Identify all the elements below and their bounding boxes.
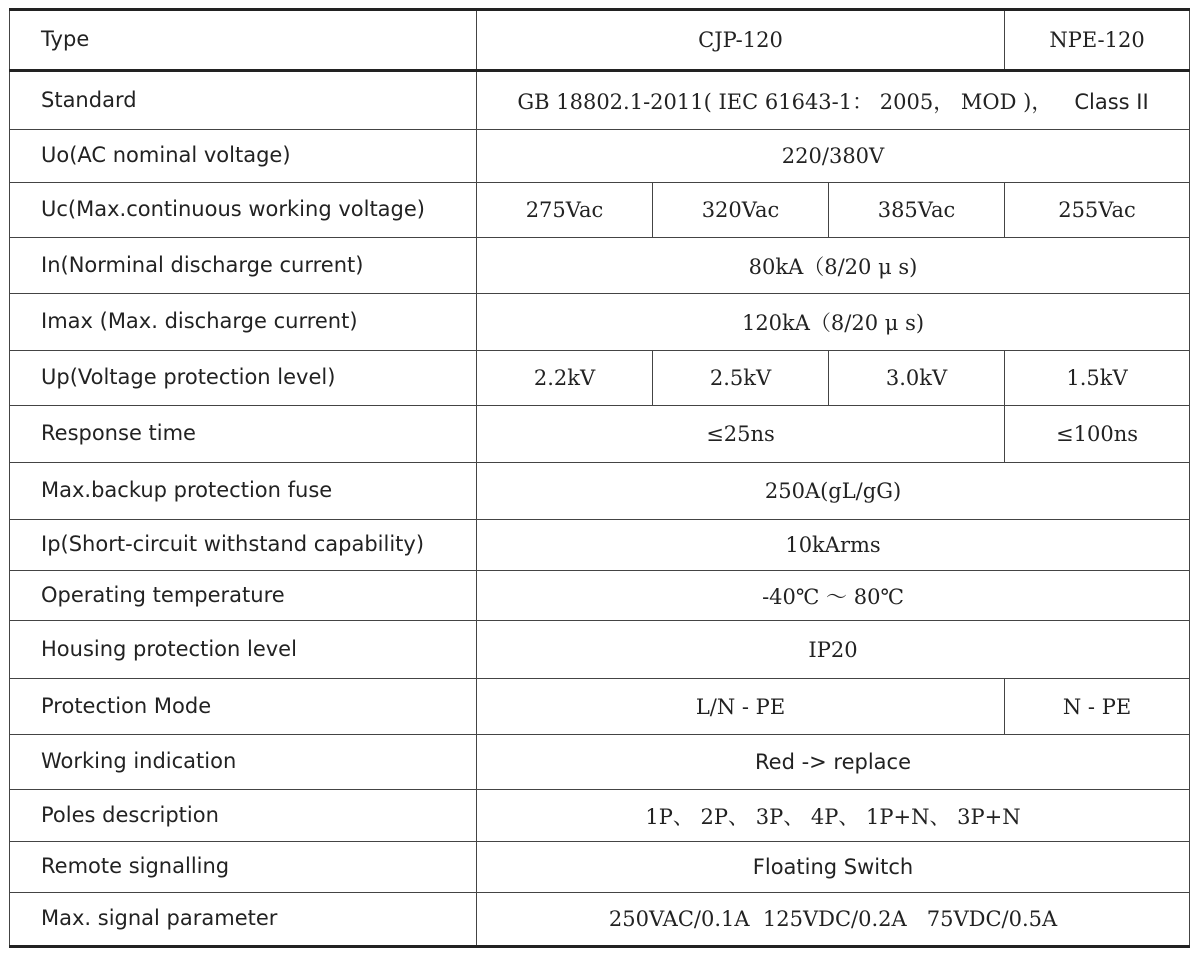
fuse-label: Max.backup protection fuse: [10, 463, 477, 520]
signal-value: 250VAC/0.1A 125VDC/0.2A 75VDC/0.5A: [477, 893, 1190, 947]
row-ip: [10, 520, 1190, 571]
remote-value: Floating Switch: [477, 842, 1190, 893]
up-value-2: 2.5kV: [653, 351, 829, 406]
row-mode: [10, 679, 1190, 735]
uc-value-2: 320Vac: [653, 183, 829, 238]
in-value: 80kA（8/20 μ s): [477, 238, 1190, 294]
row-poles: [10, 790, 1190, 842]
spec-table: [9, 8, 1190, 948]
row-up: [10, 351, 1190, 406]
row-response: [10, 406, 1190, 463]
row-standard: [10, 71, 1190, 130]
row-uo: [10, 130, 1190, 183]
row-signal: [10, 893, 1190, 947]
response-npe: ≤100ns: [1005, 406, 1190, 463]
uo-label: Uo(AC nominal voltage): [10, 130, 477, 183]
type-cjp: CJP-120: [477, 10, 1005, 71]
standard-value-cell: [477, 71, 1190, 130]
row-temp: [10, 571, 1190, 621]
ip-value: 10kArms: [477, 520, 1190, 571]
housing-label: Housing protection level: [10, 621, 477, 679]
mode-label: Protection Mode: [10, 679, 477, 735]
poles-label: Poles description: [10, 790, 477, 842]
up-label: Up(Voltage protection level): [10, 351, 477, 406]
up-value-3: 3.0kV: [829, 351, 1005, 406]
row-indication: [10, 735, 1190, 790]
uc-label: Uc(Max.continuous working voltage): [10, 183, 477, 238]
mode-npe: N - PE: [1005, 679, 1190, 735]
row-fuse: [10, 463, 1190, 520]
poles-value: 1P、 2P、 3P、 4P、 1P+N、 3P+N: [477, 790, 1190, 842]
row-remote: [10, 842, 1190, 893]
type-npe: NPE-120: [1005, 10, 1190, 71]
indication-value: Red -> replace: [477, 735, 1190, 790]
response-label: Response time: [10, 406, 477, 463]
row-housing: [10, 621, 1190, 679]
temp-value: -40℃ ～ 80℃: [477, 571, 1190, 621]
up-value-1: 2.2kV: [477, 351, 653, 406]
remote-label: Remote signalling: [10, 842, 477, 893]
up-value-4: 1.5kV: [1005, 351, 1190, 406]
standard-class: Class II: [1074, 89, 1149, 114]
row-uc: [10, 183, 1190, 238]
uc-value-4: 255Vac: [1005, 183, 1190, 238]
fuse-value: 250A(gL/gG): [477, 463, 1190, 520]
response-cjp: ≤25ns: [477, 406, 1005, 463]
uc-value-1: 275Vac: [477, 183, 653, 238]
row-type: [10, 10, 1190, 71]
uc-value-3: 385Vac: [829, 183, 1005, 238]
ip-label: Ip(Short-circuit withstand capability): [10, 520, 477, 571]
mode-cjp: L/N - PE: [477, 679, 1005, 735]
row-in: [10, 238, 1190, 294]
uo-value: 220/380V: [477, 130, 1190, 183]
temp-label: Operating temperature: [10, 571, 477, 621]
standard-value: GB 18802.1-2011( IEC 61643-1： 2005， MOD )，: [517, 89, 1053, 114]
in-label: In(Norminal discharge current): [10, 238, 477, 294]
standard-label: Standard: [10, 71, 477, 130]
indication-label: Working indication: [10, 735, 477, 790]
row-imax: [10, 294, 1190, 351]
imax-label: Imax (Max. discharge current): [10, 294, 477, 351]
signal-label: Max. signal parameter: [10, 893, 477, 947]
type-label: Type: [10, 10, 477, 71]
housing-value: IP20: [477, 621, 1190, 679]
imax-value: 120kA（8/20 μ s): [477, 294, 1190, 351]
